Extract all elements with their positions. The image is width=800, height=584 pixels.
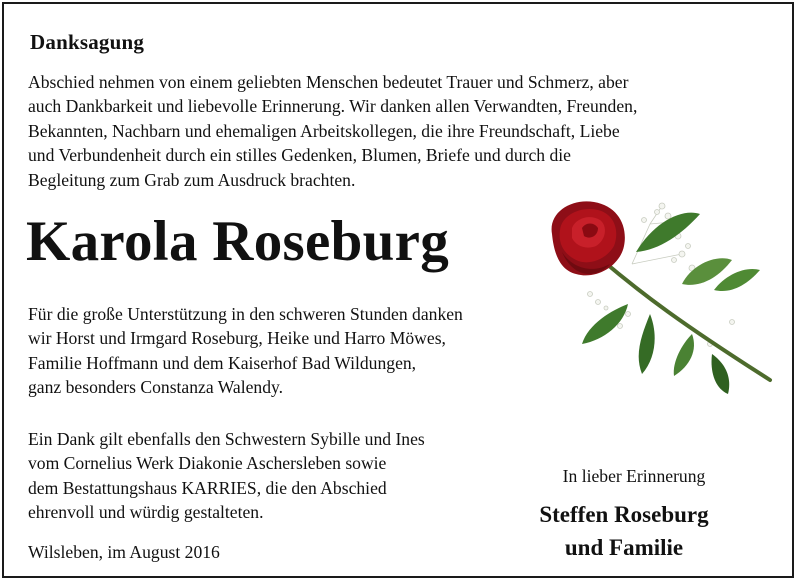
intro-line: Begleitung zum Grab zum Ausdruck brachten.	[28, 169, 356, 190]
signature-line: Steffen Roseburg	[539, 502, 709, 527]
thanks-line: wir Horst und Irmgard Roseburg, Heike und Harro Möwes,	[28, 328, 446, 349]
place-date: Wilsleben, im August 2016	[28, 542, 220, 562]
thanks-paragraph	[28, 302, 463, 400]
signature-line: und Familie	[564, 535, 684, 560]
deceased-name: Karola Roseburg	[26, 210, 450, 273]
intro-line: auch Dankbarkeit und liebevolle Erinnerung. Wir danken allen Verwandten, Freunden,	[28, 96, 638, 117]
signature	[504, 498, 744, 564]
obituary-notice	[2, 2, 794, 578]
thanks-line: ganz besonders Constanza Walendy.	[28, 377, 284, 398]
thanks-line: Familie Hoffmann und dem Kaiserhof Bad Wildungen,	[28, 352, 417, 373]
extra-line: dem Bestattungshaus KARRIES, die den Abschied	[28, 477, 387, 498]
red-rose-icon	[532, 194, 782, 404]
extra-line: ehrenvoll und würdig gestalteten.	[28, 502, 264, 523]
notice-heading: Danksagung	[30, 30, 145, 54]
additional-thanks-paragraph	[28, 427, 425, 525]
extra-line: Ein Dank gilt ebenfalls den Schwestern Sybille und Ines	[28, 429, 425, 449]
thanks-line: Für die große Unterstützung in den schweren Stunden danken	[28, 304, 463, 324]
extra-line: vom Cornelius Werk Diakonie Aschersleben sowie	[28, 453, 387, 474]
intro-line: Bekannten, Nachbarn und ehemaligen Arbeitskollegen, die ihre Freundschaft, Liebe	[28, 120, 620, 141]
memory-line: In lieber Erinnerung	[562, 466, 706, 486]
intro-paragraph	[28, 70, 768, 192]
intro-line: und Verbundenheit durch ein stilles Gedenken, Blumen, Briefe und durch die	[28, 145, 571, 166]
intro-line: Abschied nehmen von einem geliebten Menschen bedeutet Trauer und Schmerz, aber	[28, 72, 629, 92]
